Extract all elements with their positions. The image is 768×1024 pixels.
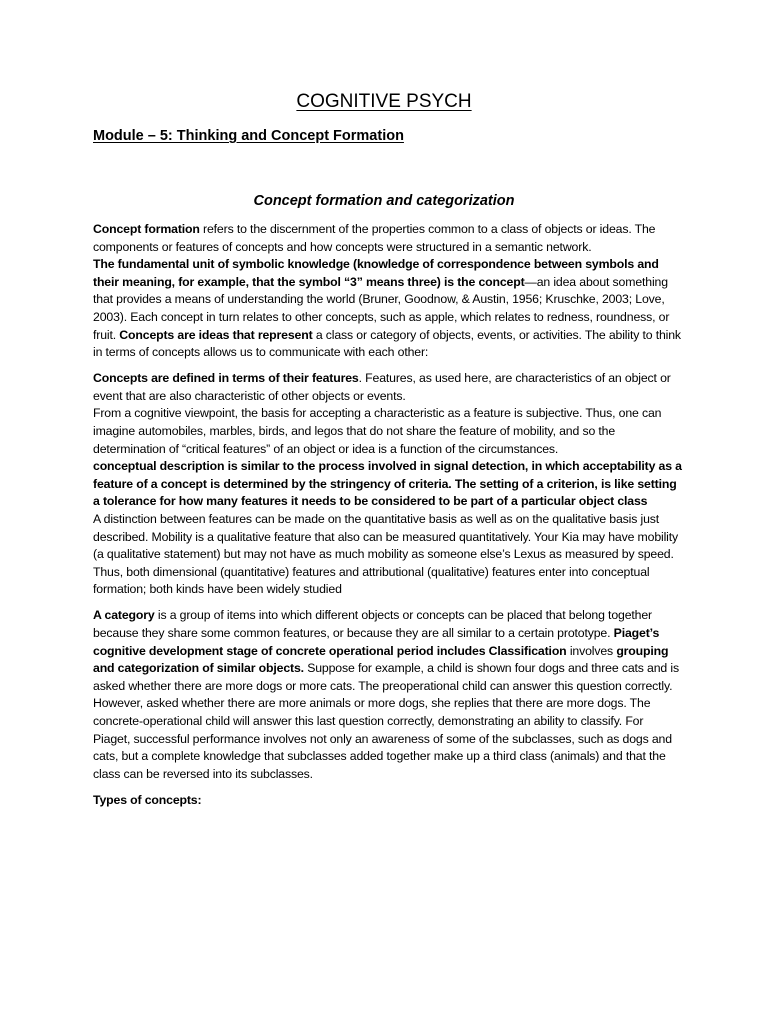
bold-statement: Piaget’s cognitive development stage of concrete operational period includes Classification xyxy=(93,626,660,658)
paragraph-text: —an idea about something that provides a means of understanding the world (Bruner, Goodnow, & Austin, 1956; Kruschke, 2003; Love, 2003). Each concept in turn relates to other concepts, such as apple, which relates to redness, roundness, or fruit. xyxy=(93,274,670,342)
paragraph-cognitive-viewpoint: From a cognitive viewpoint, the basis for accepting a characteristic as a feature is subjective. Thus, one can imagine automobiles, marbles, birds, and legos that do not share the feature of mobility, and so the determination of “critical features” of an object or idea is a function of the circumstances. xyxy=(93,406,662,456)
paragraph-concept-formation xyxy=(93,221,683,256)
bold-statement: Concepts are ideas that represent xyxy=(119,327,313,342)
bold-statement: Concepts are defined in terms of their features xyxy=(93,371,359,386)
bold-term: A category xyxy=(93,608,155,623)
document-body xyxy=(93,221,683,810)
bold-term: Concept formation xyxy=(93,222,200,236)
section-heading: Concept formation and categorization xyxy=(253,193,515,209)
paragraph-text: . Features, as used here, are characteristics of an object or event that are also characteristic of other objects or events. xyxy=(93,371,671,403)
paragraph-text: Suppose for example, a child is shown four dogs and three cats and is asked whether there are more dogs or more cats. The preoperational child can answer this question correctly. However, asked whether there are more animals or more dogs, she replies that there are more dogs. The concrete-operational child will answer this last question correctly, demonstrating an ability to classify. For Piaget, successful performance involves not only an awareness of some of the subclasses, such as dogs and cats, but a complete knowledge that subclasses added together make up a third class (animals) and that the class can be reversed into its subclasses. xyxy=(93,661,679,781)
subheading: Types of concepts: xyxy=(93,792,202,807)
paragraph-text: involves xyxy=(566,643,617,658)
paragraph-signal-detection xyxy=(93,458,683,511)
paragraph-text: is a group of items into which different objects or concepts can be placed that belong together because they share some common features, or because they are all similar to a certain prototype. xyxy=(93,608,652,641)
paragraph-fundamental-unit xyxy=(93,256,683,362)
paragraph-text: refers to the discernment of the properties common to a class of objects or ideas. The components or features of concepts and how concepts were structured in a semantic network. xyxy=(93,222,656,254)
bold-statement: grouping and categorization of similar objects. xyxy=(93,643,669,676)
module-heading: Module – 5: Thinking and Concept Formation xyxy=(93,128,404,144)
paragraph-quantitative-qualitative: A distinction between features can be made on the quantitative basis as well as on the qualitative basis just described. Mobility is a qualitative feature that also can be measured quantitatively. Your Kia may have mobility (a qualitative statement) but may not have as much mobility as someone else’s Lexus as measured by speed. Thus, both dimensional (quantitative) features and attributional (qualitative) features enter into conceptual formation; both kinds have been widely studied xyxy=(93,512,679,597)
paragraph-types-of-concepts xyxy=(93,792,683,810)
document-title: COGNITIVE PSYCH xyxy=(296,91,472,112)
paragraph-text: a class or category of objects, events, or activities. The ability to think in terms of concepts allows us to communicate with each other: xyxy=(93,327,681,360)
bold-statement: conceptual description is similar to the process involved in signal detection, in which acceptability as a feature of a concept is determined by the stringency of criteria. The setting of a criterion, is like setting a tolerance for how many features it needs to be considered to be part of a particular object class xyxy=(93,459,682,509)
paragraph-features xyxy=(93,370,683,405)
bold-statement: The fundamental unit of symbolic knowledge (knowledge of correspondence between symbols and their meaning, for example, that the symbol “3” means three) is the concept xyxy=(93,257,659,289)
paragraph-category xyxy=(93,607,683,783)
